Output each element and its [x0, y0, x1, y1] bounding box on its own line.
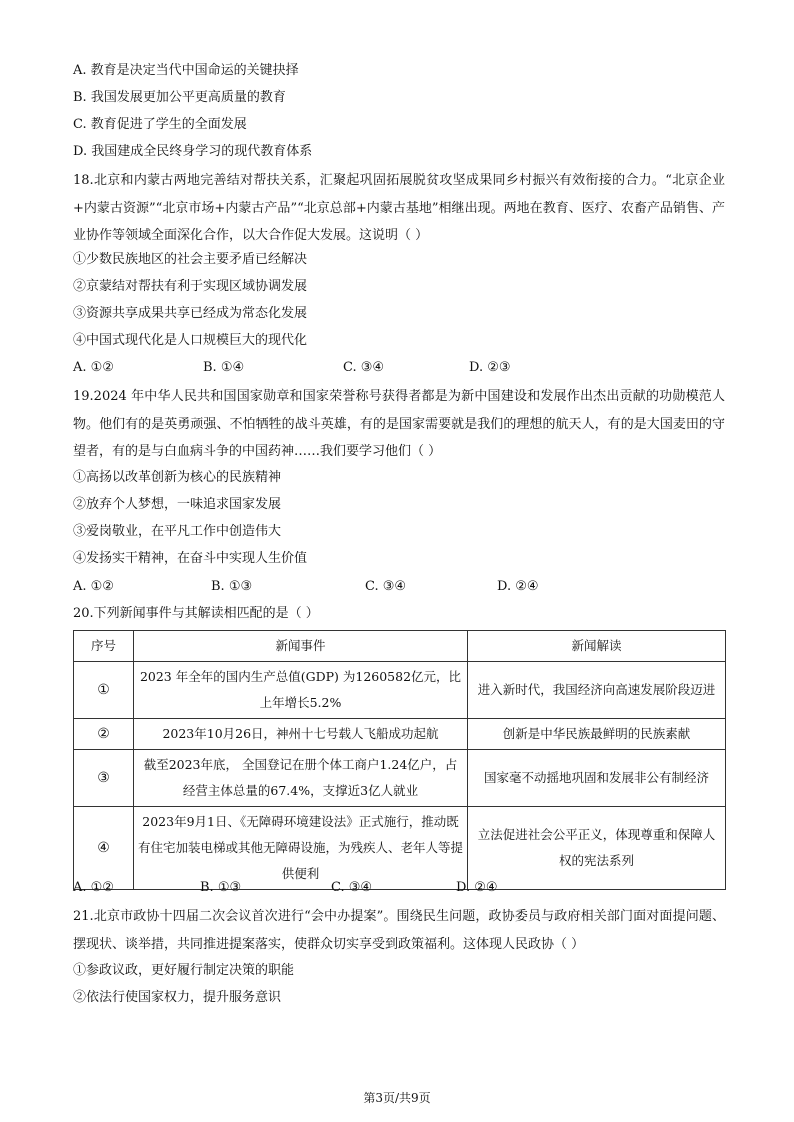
- q18-choice-a: A. ①②: [73, 360, 114, 375]
- header-interpretation: 新闻解读: [468, 631, 726, 662]
- row-index: ③: [74, 750, 134, 807]
- q19-statement-4: ④发扬实干精神，在奋斗中实现人生价值: [73, 551, 308, 566]
- row-event: 截至2023年底， 全国登记在册个体工商户1.24亿户，占经营主体总量的67.4%，支撑近3亿人就业: [134, 750, 468, 807]
- q18-statement-2: ②京蒙结对帮扶有利于实现区域协调发展: [73, 279, 308, 294]
- row-event: 2023年9月1日、《无障碍环境建设法》正式施行，推动既有住宅加装电梯或其他无障碍设施，为残疾人、老年人等提供便利: [134, 807, 468, 890]
- q19-statement-1: ①高扬以改革创新为核心的民族精神: [73, 470, 282, 485]
- q18-statement-3: ③资源共享成果共享已经成为常态化发展: [73, 306, 308, 321]
- q19-statement-3: ③爱岗敬业，在平凡工作中创造伟大: [73, 524, 282, 539]
- header-event: 新闻事件: [134, 631, 468, 662]
- table-row: [74, 719, 726, 750]
- row-index: ②: [74, 719, 134, 750]
- row-interpretation: 创新是中华民族最鲜明的民族素献: [468, 719, 726, 750]
- q20-stem: 20.下列新闻事件与其解读相匹配的是（ ）: [73, 606, 319, 621]
- q19-choice-c: C. ③④: [365, 579, 407, 594]
- table-header-row: [74, 631, 726, 662]
- q21-stem: 21.北京市政协十四届二次会议首次进行“会中办提案”。围绕民生问题，政协委员与政府相关部门面对面提问题、摆现状、谈举措，共同推进提案落实，使群众切实享受到政策福利。这体现人民政协（ ）: [73, 909, 725, 952]
- header-index: 序号: [74, 631, 134, 662]
- q17-option-d: D. 我国建成全民终身学习的现代教育体系: [73, 144, 313, 159]
- q19-choice-d: D. ②④: [497, 579, 539, 594]
- q19-statement-2: ②放弃个人梦想，一味追求国家发展: [73, 497, 282, 512]
- row-interpretation: 立法促进社会公平正义，体现尊重和保障人权的宪法系列: [468, 807, 726, 890]
- q18-stem: 18.北京和内蒙古两地完善结对帮扶关系，汇聚起巩固拓展脱贫攻坚成果同乡村振兴有效衔接的合力。“北京企业+内蒙古资源”“北京市场+内蒙古产品”“北京总部+内蒙古基地”相继出现。两地在教育、医疗、农畜产品销售、产业协作等领域全面深化合作，以大合作促大发展。这说明（ ）: [73, 173, 725, 243]
- row-index: ①: [74, 662, 134, 719]
- q20-choice-d: D. ②④: [456, 880, 498, 895]
- q19-stem: 19.2024 年中华人民共和国国家勋章和国家荣誉称号获得者都是为新中国建设和发展作出杰出贡献的功勋模范人物。他们有的是英勇顽强、不怕牺牲的战斗英雄，有的是国家需要就是我们的理想的航天人，有的是大国麦田的守望者，有的是与白血病斗争的中国药神……我们要学习他们（ ）: [73, 389, 725, 459]
- q18-choice-c: C. ③④: [343, 360, 385, 375]
- q19-choice-a: A. ①②: [73, 579, 114, 594]
- row-event: 2023年10月26日，神州十七号载人飞船成功起航: [134, 719, 468, 750]
- q18-statement-4: ④中国式现代化是人口规模巨大的现代化: [73, 333, 308, 348]
- q21-statement-2: ②依法行使国家权力，提升服务意识: [73, 990, 282, 1005]
- row-event: 2023 年全年的国内生产总值(GDP) 为1260582亿元，比上年增长5.2%: [134, 662, 468, 719]
- q20-choice-a: A. ①②: [73, 880, 114, 895]
- q17-option-c: C. 教育促进了学生的全面发展: [73, 117, 247, 132]
- page-number: 第3页/共9页: [363, 1091, 431, 1105]
- news-table: [73, 630, 726, 890]
- table-row: [74, 750, 726, 807]
- table-row: [74, 807, 726, 890]
- q19-choice-b: B. ①③: [211, 579, 253, 594]
- table-row: [74, 662, 726, 719]
- q17-option-a: A. 教育是决定当代中国命运的关键抉择: [73, 63, 299, 78]
- q18-choice-d: D. ②③: [469, 360, 511, 375]
- q18-choice-b: B. ①④: [203, 360, 245, 375]
- row-interpretation: 进入新时代，我国经济向高速发展阶段迈进: [468, 662, 726, 719]
- q21-statement-1: ①参政议政，更好履行制定决策的职能: [73, 963, 295, 978]
- q20-choice-b: B. ①③: [200, 880, 242, 895]
- row-index: ④: [74, 807, 134, 890]
- q17-option-b: B. 我国发展更加公平更高质量的教育: [73, 90, 286, 105]
- row-interpretation: 国家毫不动摇地巩固和发展非公有制经济: [468, 750, 726, 807]
- q20-choice-c: C. ③④: [331, 880, 373, 895]
- q18-statement-1: ①少数民族地区的社会主要矛盾已经解决: [73, 252, 308, 267]
